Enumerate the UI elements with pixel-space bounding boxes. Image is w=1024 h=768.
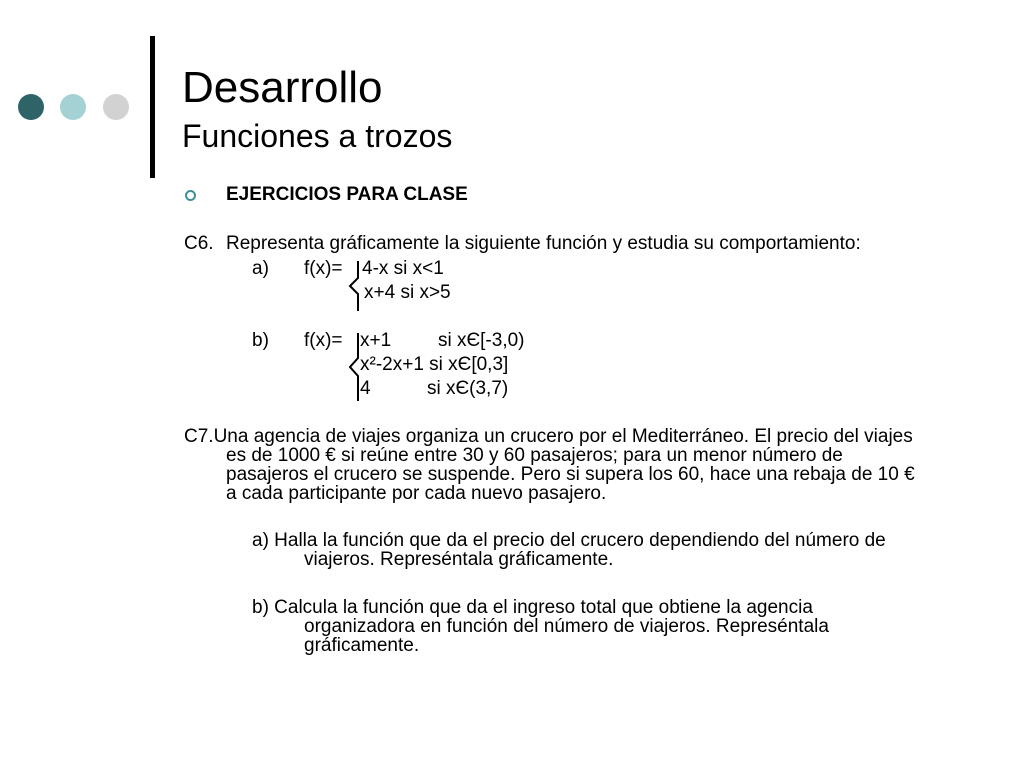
c6-a-brace-icon [336,260,360,312]
bullet-circle-icon [185,190,196,201]
c7-b-line-3: gráficamente. [304,635,420,656]
c7-a-line-2: viajeros. Represéntala gráficamente. [304,549,614,570]
c7-b-line-2: organizadora en función del número de viajeros. Represéntala [304,616,829,637]
slide-subtitle: Funciones a trozos [182,118,453,154]
decor-dot-teal [60,94,86,120]
c7-line-1: C7.Una agencia de viajes organiza un crucero por el Mediterráneo. El precio del viajes [184,426,913,447]
c7-b-line-1: b) Calcula la función que da el ingreso total que obtiene la agencia [252,597,813,618]
c6-b-piece-2: x²-2x+1 si xЄ[0,3] [360,354,509,375]
c6-b-piece-1-expr: x+1 [360,330,392,351]
c7-line-4: a cada participante por cada nuevo pasajero. [226,483,607,504]
c6-b-fx: f(x)= [304,330,343,351]
c6-b-piece-3-cond: si xЄ(3,7) [427,378,509,399]
c6-b-label: b) [252,330,269,351]
c6-b-piece-3-expr: 4 [360,378,371,399]
title-divider [150,36,155,178]
c7-a-line-1: a) Halla la función que da el precio del crucero dependiendo del número de [252,530,886,551]
slide-title: Desarrollo [182,63,383,112]
c6-a-piece-2: x+4 si x>5 [364,282,451,303]
section-heading: EJERCICIOS PARA CLASE [226,184,468,205]
c6-a-label: a) [252,258,269,279]
c7-line-3: pasajeros el crucero se suspende. Pero si supera los 60, hace una rebaja de 10 € [226,464,915,485]
c6-b-piece-1-cond: si xЄ[-3,0) [438,330,525,351]
decor-dot-dark [18,94,44,120]
c6-label: C6. [184,233,214,254]
c7-line-2: es de 1000 € si reúne entre 30 y 60 pasajeros; para un menor número de [226,445,843,466]
c6-statement: Representa gráficamente la siguiente función y estudia su comportamiento: [226,233,861,254]
c6-a-fx: f(x)= [304,258,343,279]
c6-b-brace-icon [336,332,360,402]
decor-dot-gray [103,94,129,120]
c6-a-piece-1: 4-x si x<1 [362,258,444,279]
